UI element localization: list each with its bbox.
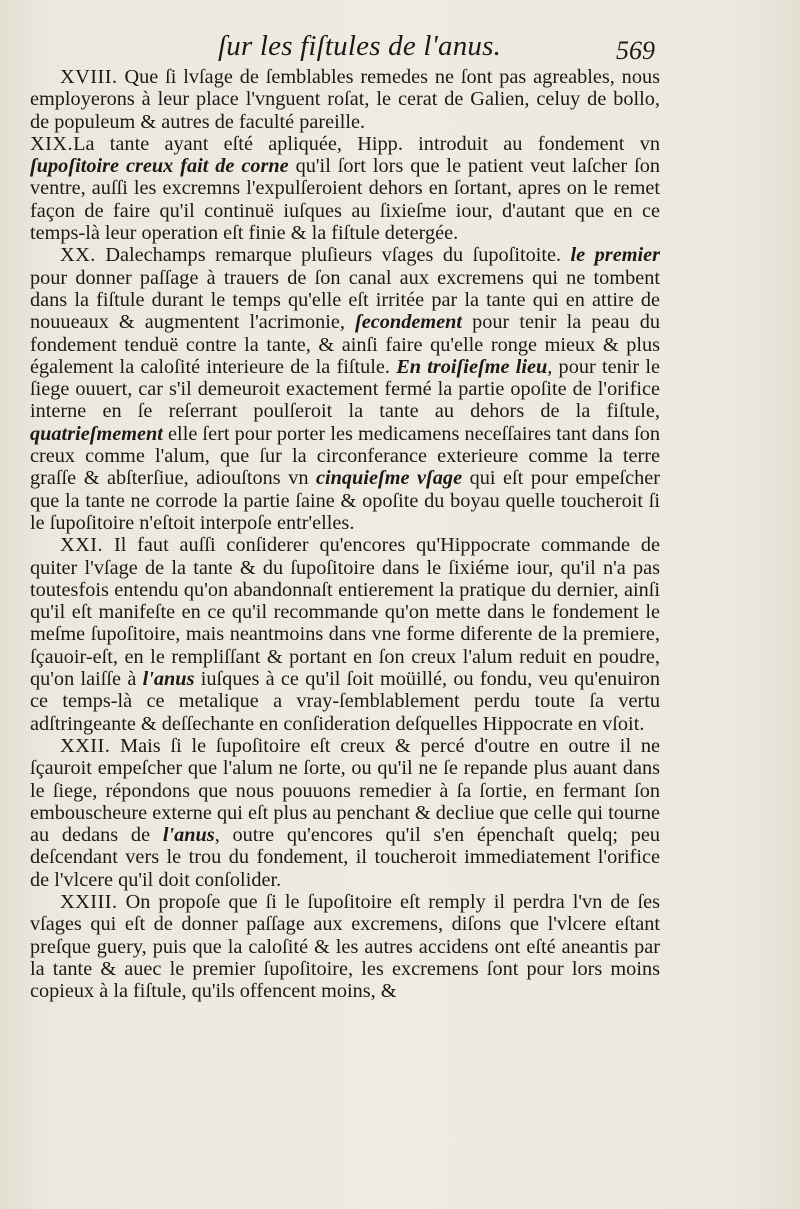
running-title: ſur les fiſtules de l'anus. [218, 30, 502, 62]
section-number: XXII. [60, 734, 111, 757]
paragraph-18: XVIII. Que ſi lvſage de ſemblables remedes ne ſont pas agreables, nous employerons à leur place l'vnguent roſat, le cerat de Galien, celuy de bollo, de populeum & autres de faculté pareille. [30, 66, 660, 133]
section-number: XVIII. [60, 66, 118, 88]
paragraph-22: XXII. Mais ſi le ſupoſitoire eſt creux & percé d'outre en outre il ne ſçauroit empeſcher que l'alum ne ſorte, ou qu'il ne ſe repande plus auant dans le ſiege, répondons que nous pouuons remedier à ſa ſortie, en fermant ſon embouscheure externe qui eſt plus au penchant & decliue que celle qui tourne au dedans de l'anus, outre qu'encores qu'il s'en épenchaſt quelq; peu deſcendant vers le trou du fondement, il toucheroit immediatement l'orifice de l'vlcere qu'il doit conſolider. [30, 734, 660, 891]
section-number: XXI. [60, 534, 104, 557]
page-header [0, 30, 800, 70]
paragraph-21: XXI. Il faut auſſi conſiderer qu'encores qu'Hippocrate commande de quiter l'vſage de la tante & du ſupoſitoire dans le ſixiéme iour, qu'il n'a pas toutesfois entendu qu'on abandonnaſt entierement la pratique du dernier, ainſi qu'il eſt manifeſte en ce qu'il recommande qu'on mette dans le fondement le meſme ſupoſitoire, mais neantmoins dans vne forme diferente de la premiere, ſçauoir-eſt, en le rempliſſant & portant en ſon creux l'alum reduit en poudre, qu'on laiſſe à l'anus iuſques à ce qu'il ſoit moüillé, ou fondu, veu qu'enuiron ce temps-là ce metalique a vray-ſemblablement perdu toute ſa vertu adſtringeante & deſſechante en conſideration deſquelles Hippocrate en vſoit. [30, 534, 660, 735]
page-number: 569 [616, 36, 655, 65]
paragraph-19: XIX.La tante ayant eſté apliquée, Hipp. introduit au fondement vn ſupoſitoire creux fait de corne qu'il ſort lors que le patient veut laſcher ſon ventre, auſſi les excremns l'expulſeroient dehors en ſortant, apres on le remet façon de faire qu'il continuë iuſques au ſixieſme iour, d'autant que en ce temps-là leur operation eſt finie & la fiſtule detergée. [30, 132, 660, 245]
paragraph-23: XXIII. On propoſe que ſi le ſupoſitoire eſt remply il perdra l'vn de ſes vſages qui eſt de donner paſſage aux excremens, diſons que l'vlcere eſtant preſque guery, puis que la caloſité & les autres accidens ont eſté aneantis par la tante & auec le premier ſupoſitoire, les excremens ſont pour lors moins copieux à la fiſtule, qu'ils offencent moins, & [30, 890, 660, 1003]
section-number: XXIII. [60, 890, 118, 913]
section-number: XX. [60, 244, 96, 267]
section-number: XIX. [30, 132, 74, 155]
body-text [30, 66, 660, 1002]
paragraph-20: XX. Dalechamps remarque pluſieurs vſages du ſupoſitoite. le premier pour donner paſſage à trauers de ſon canal aux excremens qui ne tombent dans la fiſtule durant le temps qu'elle eſt irritée par la tante qui en attire de nouueaux & augmentent l'acrimonie, ſecondement pour tenir la peau du fondement tenduë contre la tante, & ainſi faire qu'elle ronge mieux & plus également la caloſité interieure de la fiſtule. En troiſieſme lieu, pour tenir le ſiege ouuert, car s'il demeuroit exactement fermé la partie opoſite de l'orifice interne en ſe reſerrant poulſeroit la tante au dehors de la fiſtule, quatrieſmement elle ſert pour porter les medicamens neceſſaires tant dans ſon creux comme l'alum, que ſur la circonferance exterieure comme la terre graſſe & abſterſiue, adiouſtons vn cinquieſme vſage qui eſt pour empeſcher que la tante ne corrode la partie ſaine & opoſite du boyau quelle toucheroit ſi le ſupoſitoire n'eſtoit interpoſe entr'elles. [30, 244, 661, 534]
